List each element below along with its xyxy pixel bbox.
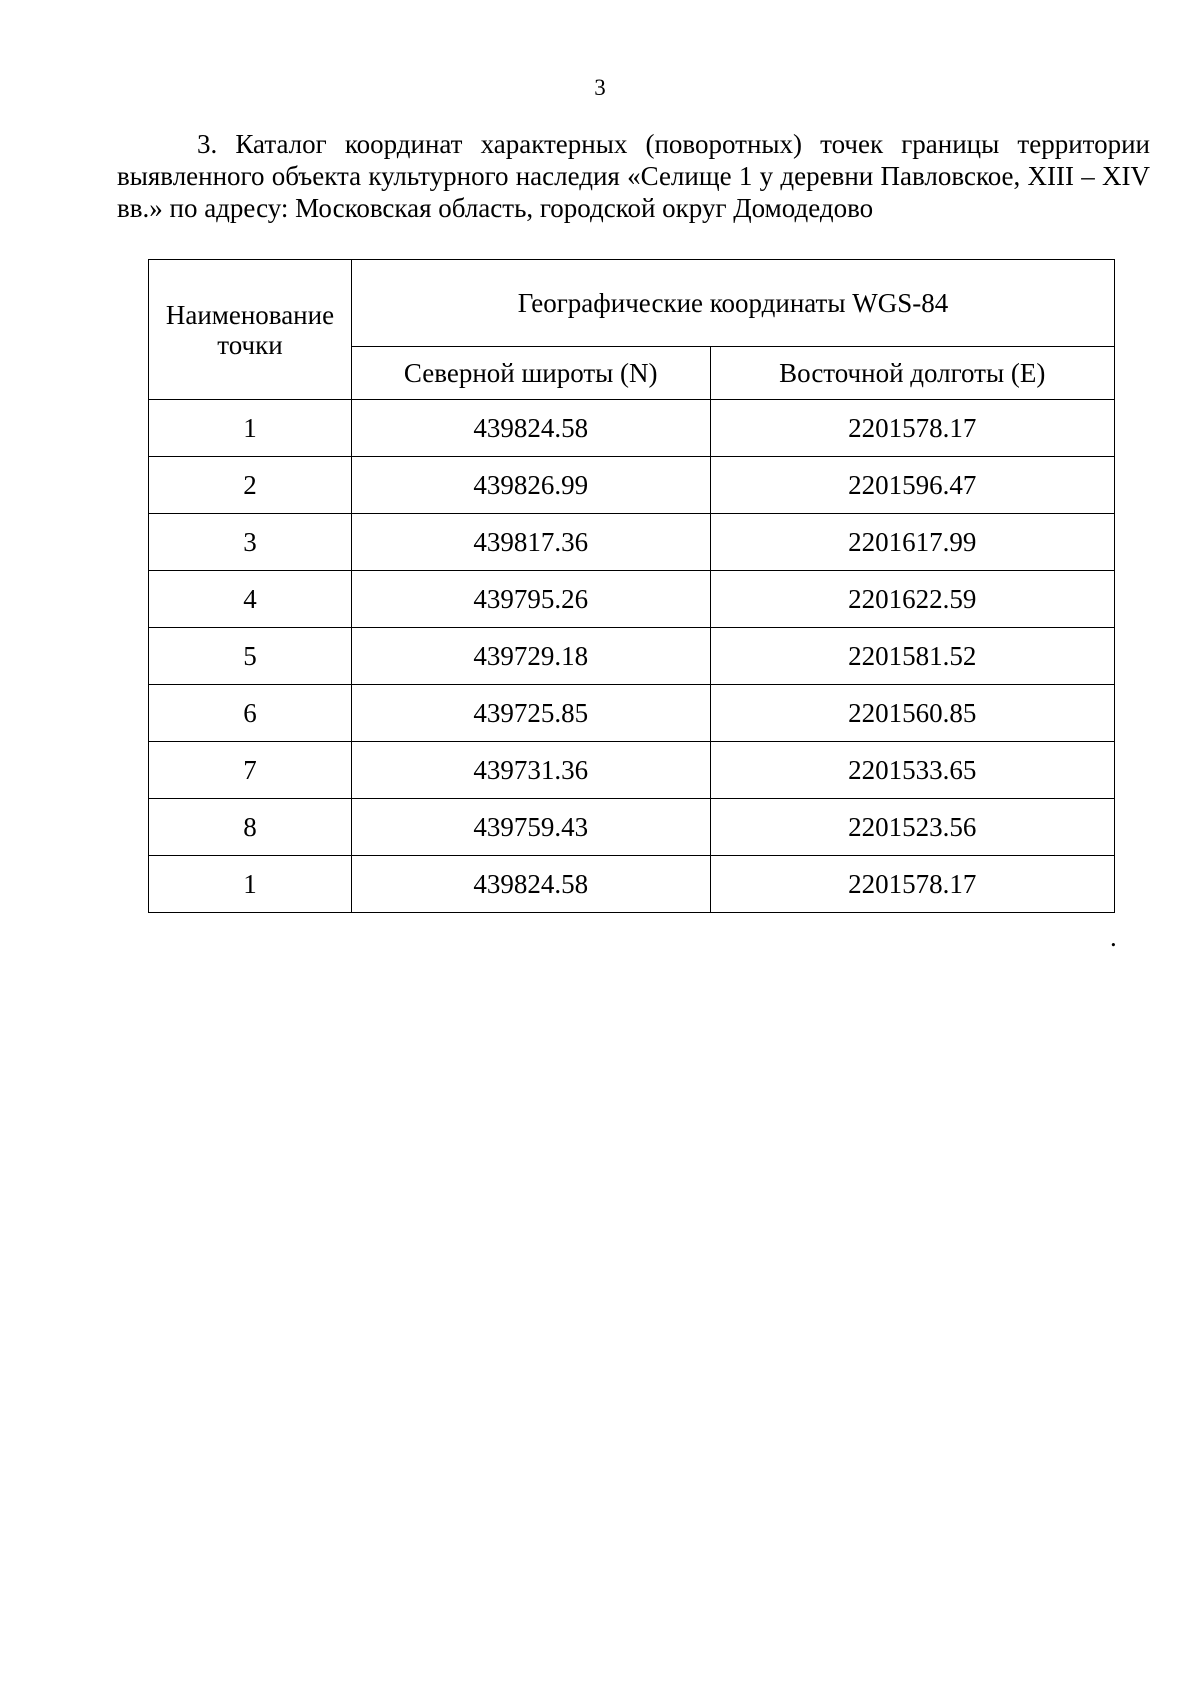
north-latitude-cell: 439729.18	[351, 628, 710, 685]
point-name-header	[149, 260, 352, 400]
north-latitude-cell: 439725.85	[351, 685, 710, 742]
table-row	[149, 628, 1115, 685]
north-latitude-cell: 439824.58	[351, 856, 710, 913]
table-row	[149, 856, 1115, 913]
point-name-cell: 6	[149, 685, 352, 742]
point-name-cell: 5	[149, 628, 352, 685]
point-name-cell: 4	[149, 571, 352, 628]
table-header-row	[149, 260, 1115, 347]
east-longitude-cell: 2201523.56	[710, 799, 1115, 856]
coordinates-table	[148, 259, 1115, 913]
table-row	[149, 742, 1115, 799]
north-latitude-cell: 439731.36	[351, 742, 710, 799]
north-latitude-cell: 439824.58	[351, 400, 710, 457]
coordinates-group-header: Географические координаты WGS-84	[351, 260, 1114, 347]
point-name-cell: 8	[149, 799, 352, 856]
table-row	[149, 400, 1115, 457]
east-longitude-cell: 2201617.99	[710, 514, 1115, 571]
east-longitude-cell: 2201622.59	[710, 571, 1115, 628]
north-latitude-cell: 439795.26	[351, 571, 710, 628]
coordinates-table-body	[149, 400, 1115, 913]
point-name-cell: 3	[149, 514, 352, 571]
table-row	[149, 514, 1115, 571]
catalog-intro-paragraph: 3. Каталог координат характерных (поворотных) точек границы территории выявленного объекта культурного наследия «Селище 1 у деревни Павловское, XIII – XIV вв.» по адресу: Московская область, городской округ Домодедово	[117, 129, 1150, 223]
point-name-cell: 1	[149, 856, 352, 913]
east-longitude-cell: 2201533.65	[710, 742, 1115, 799]
north-latitude-cell: 439817.36	[351, 514, 710, 571]
point-name-cell: 7	[149, 742, 352, 799]
east-longitude-header: Восточной долготы (E)	[710, 347, 1115, 400]
point-name-cell: 2	[149, 457, 352, 514]
point-name-cell: 1	[149, 400, 352, 457]
east-longitude-cell: 2201560.85	[710, 685, 1115, 742]
north-latitude-cell: 439759.43	[351, 799, 710, 856]
trailing-mark: .	[1110, 922, 1117, 952]
table-row	[149, 571, 1115, 628]
table-row	[149, 799, 1115, 856]
table-row	[149, 685, 1115, 742]
point-name-header-line2: точки	[217, 329, 283, 360]
east-longitude-cell: 2201596.47	[710, 457, 1115, 514]
east-longitude-cell: 2201578.17	[710, 400, 1115, 457]
east-longitude-cell: 2201578.17	[710, 856, 1115, 913]
north-latitude-header: Северной широты (N)	[351, 347, 710, 400]
point-name-header-line1: Наименование	[165, 299, 335, 330]
page-number: 3	[594, 75, 606, 100]
table-row	[149, 457, 1115, 514]
east-longitude-cell: 2201581.52	[710, 628, 1115, 685]
north-latitude-cell: 439826.99	[351, 457, 710, 514]
